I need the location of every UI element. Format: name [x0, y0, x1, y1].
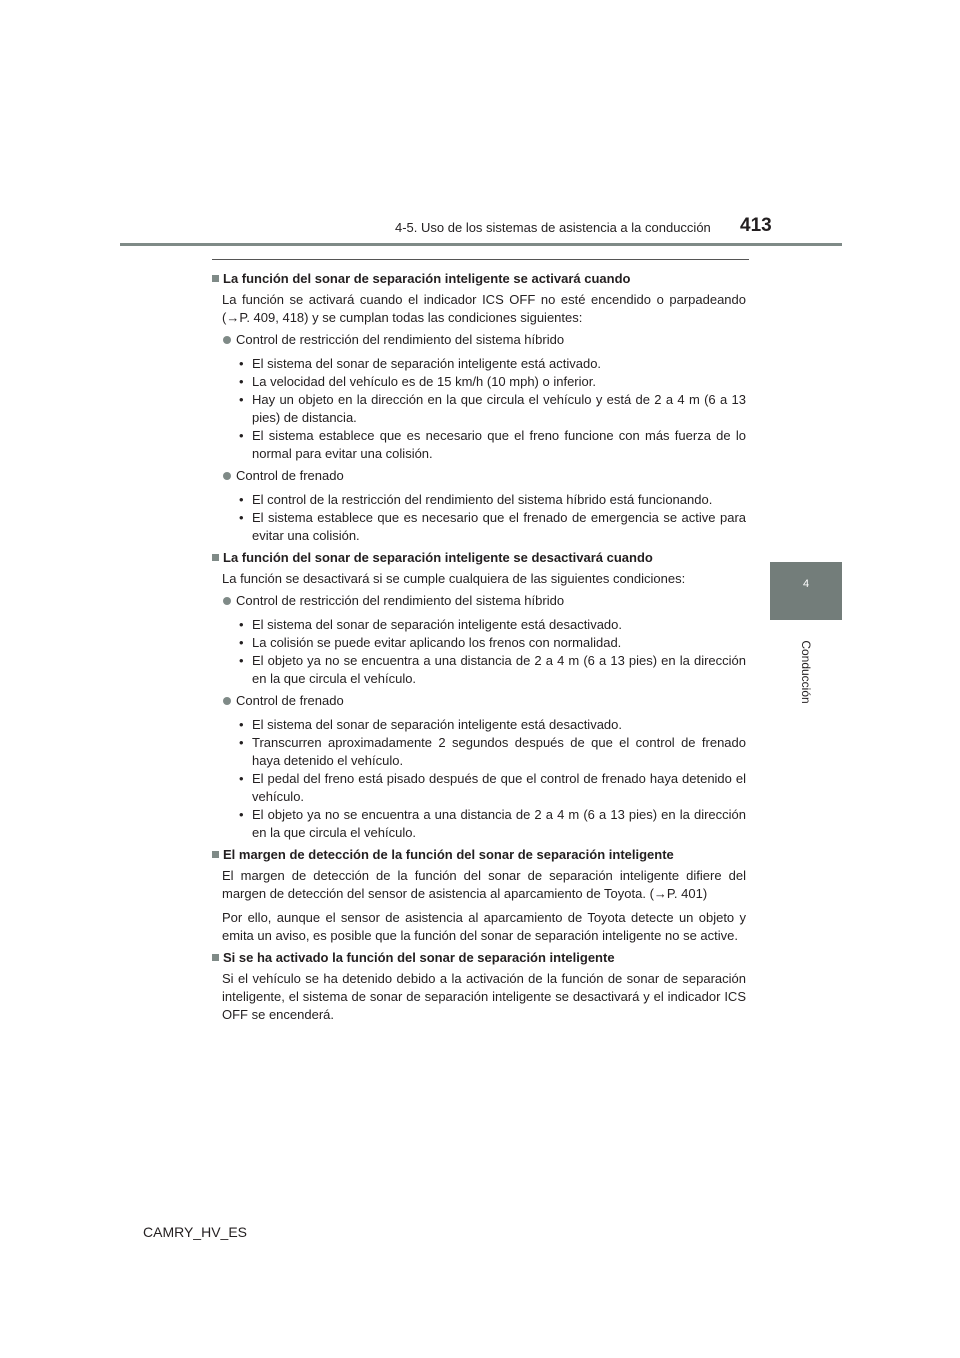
chapter-label: Conducción [799, 640, 813, 704]
section-title: 4-5. Uso de los sistemas de asistencia a la conducción [395, 220, 711, 235]
section-heading-text: Si se ha activado la función del sonar de separación inteligente [223, 950, 615, 965]
list-item: • El sistema del sonar de separación inteligente está activado. [239, 356, 602, 371]
circle-bullet-icon [223, 697, 231, 705]
section-heading [212, 270, 746, 288]
bullet-item [212, 467, 746, 485]
content-top-rule [212, 259, 749, 260]
section-heading-text: La función del sonar de separación inteligente se activará cuando [223, 271, 631, 286]
page-content [212, 266, 746, 1024]
list-item: • La colisión se puede evitar aplicando los frenos con normalidad. [239, 635, 622, 650]
bullet-title: Control de restricción del rendimiento del sistema híbrido [236, 332, 565, 347]
bullet-item [212, 592, 746, 610]
condition-list [212, 616, 746, 688]
list-item: • El sistema establece que es necesario que el freno funcione con más fuerza de lo normal para evitar una colisión. [239, 428, 746, 461]
section-heading-text: El margen de detección de la función del sonar de separación inteligente [223, 847, 674, 862]
list-item: • El sistema del sonar de separación inteligente está desactivado. [239, 717, 622, 732]
paragraph: La función se activará cuando el indicador ICS OFF no esté encendido o parpadeando (→P. 409, 418) y se cumplan todas las condiciones siguientes: [222, 292, 746, 325]
condition-list [212, 355, 746, 463]
section-heading [212, 949, 746, 967]
list-item: • El objeto ya no se encuentra a una distancia de 2 a 4 m (6 a 13 pies) en la dirección en la que circula el vehículo. [239, 653, 746, 686]
section-heading [212, 549, 746, 567]
footer-model-code: CAMRY_HV_ES [143, 1224, 248, 1240]
chapter-side [770, 620, 842, 740]
condition-list [212, 716, 746, 842]
paragraph: La función se desactivará si se cumple cualquiera de las siguientes condiciones: [222, 571, 686, 586]
list-item: • El sistema del sonar de separación inteligente está desactivado. [239, 617, 622, 632]
chapter-tab [770, 562, 842, 620]
square-bullet-icon [212, 851, 219, 858]
condition-list [212, 491, 746, 545]
square-bullet-icon [212, 554, 219, 561]
section-heading [212, 846, 746, 864]
circle-bullet-icon [223, 472, 231, 480]
paragraph: El margen de detección de la función del sonar de separación inteligente difiere del margen de detección del sensor de asistencia al aparcamiento de Toyota. (→P. 401) [222, 868, 746, 901]
bullet-title: Control de frenado [236, 693, 344, 708]
bullet-item [212, 692, 746, 710]
list-item: • Transcurren aproximadamente 2 segundos después de que el control de frenado haya detenido el vehículo. [239, 735, 746, 768]
list-item: • El objeto ya no se encuentra a una distancia de 2 a 4 m (6 a 13 pies) en la dirección en la que circula el vehículo. [239, 807, 746, 840]
list-item: • La velocidad del vehículo es de 15 km/h (10 mph) o inferior. [239, 374, 596, 389]
list-item: • El control de la restricción del rendimiento del sistema híbrido está funcionando. [239, 492, 713, 507]
list-item: • El pedal del freno está pisado después de que el control de frenado haya detenido el vehículo. [239, 771, 746, 804]
paragraph: Si el vehículo se ha detenido debido a la activación de la función de sonar de separación inteligente, el sistema de sonar de separación inteligente se desactivará y el indicador ICS OFF se encenderá. [222, 971, 746, 1022]
paragraph: Por ello, aunque el sensor de asistencia al aparcamiento de Toyota detecte un objeto y emita un aviso, es posible que la función del sonar de separación inteligente no se active. [222, 910, 746, 943]
circle-bullet-icon [223, 336, 231, 344]
bullet-item [212, 331, 746, 349]
square-bullet-icon [212, 954, 219, 961]
bullet-title: Control de restricción del rendimiento del sistema híbrido [236, 593, 565, 608]
list-item: • El sistema establece que es necesario que el frenado de emergencia se active para evitar una colisión. [239, 510, 746, 543]
section-heading-text: La función del sonar de separación inteligente se desactivará cuando [223, 550, 653, 565]
square-bullet-icon [212, 275, 219, 282]
circle-bullet-icon [223, 597, 231, 605]
list-item: • Hay un objeto en la dirección en la que circula el vehículo y está de 2 a 4 m (6 a 13 pies) de distancia. [239, 392, 746, 425]
page-number: 413 [740, 215, 772, 236]
chapter-number: 4 [802, 578, 810, 590]
header-rule [120, 243, 842, 246]
bullet-title: Control de frenado [236, 468, 344, 483]
